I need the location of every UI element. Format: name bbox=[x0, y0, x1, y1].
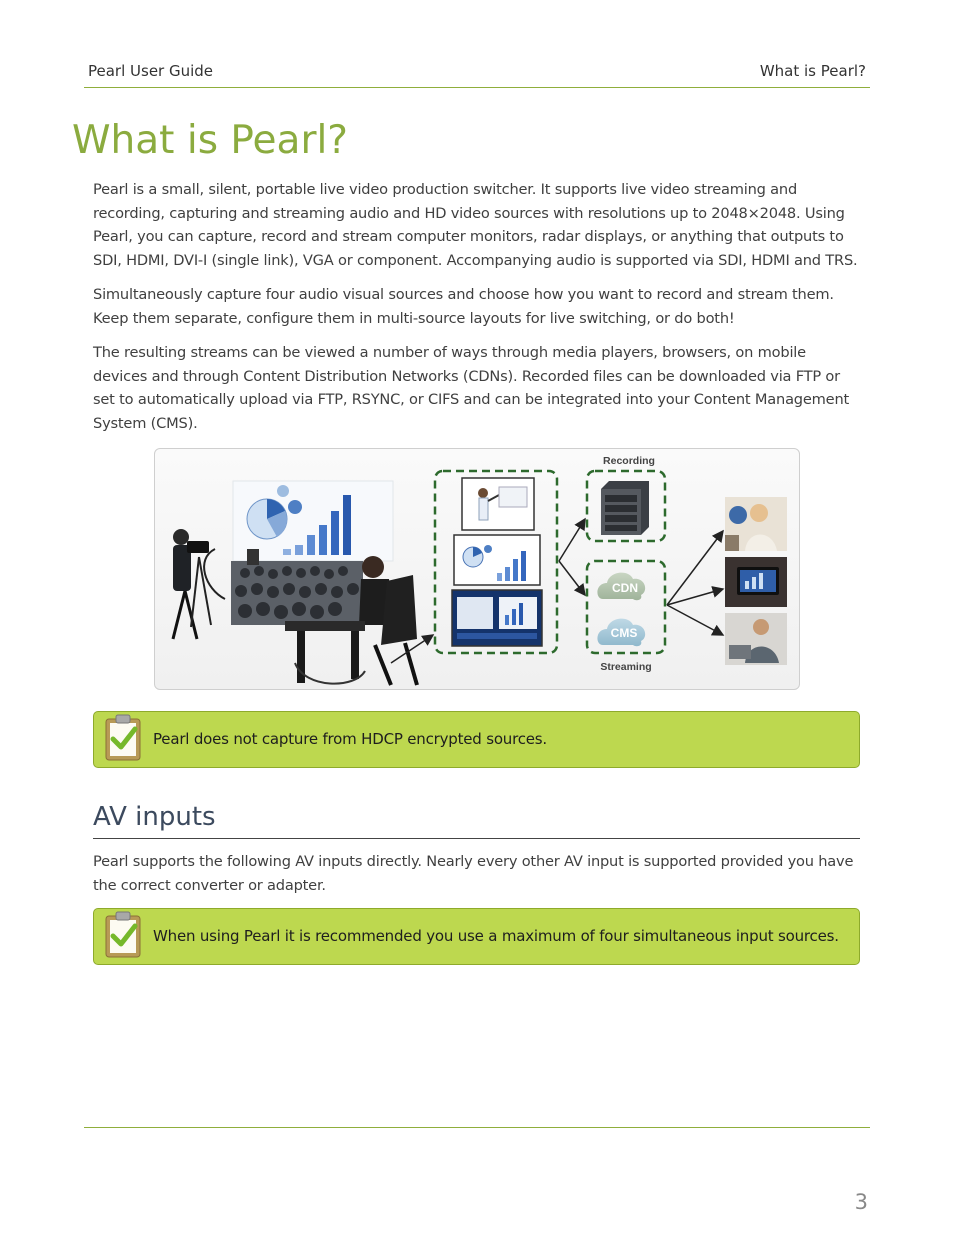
arrow-to-viewer-tablet bbox=[667, 589, 723, 605]
viewer-laptop-photo bbox=[725, 613, 787, 665]
note-callout-max-sources bbox=[93, 908, 860, 965]
av-inputs-paragraph: Pearl supports the following AV inputs directly. Nearly every other AV input is supported provided you have the correct converter or adapter. bbox=[93, 853, 854, 894]
workflow-illustration bbox=[155, 449, 800, 690]
arrow-to-recording bbox=[559, 519, 585, 561]
footer-rule bbox=[84, 1127, 870, 1128]
cdn-label: CDN bbox=[612, 581, 638, 595]
clipboard-check-icon bbox=[104, 911, 142, 959]
arrow-to-viewer-desktop bbox=[667, 531, 723, 605]
header-section-title: What is Pearl? bbox=[759, 62, 866, 80]
streams-paragraph: The resulting streams can be viewed a number of ways through media players, browsers, on mobile devices and through Content Distribution Networks (CDNs). Recorded files can be downloaded via FTP or set to automatically upload via FTP, RSYNC, or CIFS and can be integrated into your Content Management System (CMS). bbox=[93, 344, 850, 432]
arrow-to-viewer-laptop bbox=[667, 605, 723, 635]
intro-paragraph: Pearl is a small, silent, portable live video production switcher. It supports live video streaming and recording, capturing and streaming audio and HD video sources with resolutions up to 2048×2048. Using Pearl, you can capture, record and stream computer monitors, radar displays, or anything that outputs to SDI, HDMI, DVI-I (single link), VGA or component. Accompanying audio is supported via SDI, HDMI and TRS. bbox=[93, 181, 858, 269]
viewer-desktop-photo bbox=[725, 497, 787, 551]
header-document-title: Pearl User Guide bbox=[88, 62, 214, 80]
page-number: 3 bbox=[854, 1190, 868, 1214]
camera-operator bbox=[173, 529, 225, 639]
sources-paragraph: Simultaneously capture four audio visual sources and choose how you want to record and stream them. Keep them separate, configure them in multi-source layouts for live switching, or do both! bbox=[93, 286, 834, 327]
cms-cloud-icon bbox=[597, 619, 645, 647]
note-text-hdcp: Pearl does not capture from HDCP encrypted sources. bbox=[153, 730, 547, 748]
running-header bbox=[84, 60, 870, 88]
page-title: What is Pearl? bbox=[72, 118, 349, 163]
source-thumbnail-composite bbox=[452, 590, 542, 646]
viewer-tablet-photo bbox=[725, 557, 787, 607]
source-thumbnail-presenter bbox=[462, 478, 534, 530]
note-text-max-sources: When using Pearl it is recommended you use a maximum of four simultaneous input sources. bbox=[153, 927, 839, 945]
cms-label: CMS bbox=[610, 626, 638, 640]
recording-label: Recording bbox=[603, 455, 655, 467]
arrow-to-streaming bbox=[559, 561, 585, 595]
source-thumbnail-slides bbox=[454, 535, 540, 585]
note-callout-hdcp bbox=[93, 711, 860, 768]
streaming-label: Streaming bbox=[600, 661, 652, 673]
cdn-cloud-icon bbox=[597, 573, 645, 601]
section-title-av-inputs: AV inputs bbox=[93, 802, 860, 839]
clipboard-check-icon bbox=[104, 714, 142, 762]
storage-server-icon bbox=[601, 481, 649, 535]
workflow-diagram bbox=[154, 448, 800, 690]
